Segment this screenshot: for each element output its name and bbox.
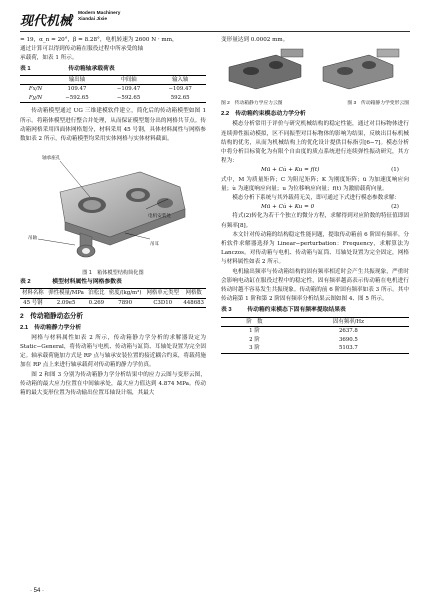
journal-header [20, 10, 410, 32]
intro-line-2: 通过计算可以得到传动箱在服役过程中所承受的轴 [20, 46, 144, 53]
paragraph-abaqus: 本文针对传动箱的结构稳定性能问题，提取传动箱前 6 阶固有频率。分析软件求解器选择为 Linear−perturbation：Frequency，求解算法为 Lanczos。对传动箱与电机、传动箱与缸筒、耳轴处设置为完全固定，网格与材料属性如表 2 所示。 [221, 231, 409, 266]
table-row [20, 85, 206, 94]
table-cell: 0.269 [88, 299, 105, 306]
table1-header: 输入轴 [154, 75, 206, 85]
table3 [221, 317, 409, 354]
table3-header: 固有频率/Hz [288, 317, 409, 327]
section-2-heading: 2 传动箱静动态分析 [20, 313, 84, 321]
table-row [221, 336, 409, 345]
table2-header: 网格数 [181, 289, 206, 299]
callout-shaft: 吊轴 [28, 235, 38, 241]
table1 [20, 75, 206, 104]
table2-header: 泊松比 [88, 290, 105, 297]
table1-header: 输出轴 [51, 75, 103, 85]
table-cell: 2 阶 [249, 336, 260, 343]
table2-header: 材料名称 [20, 289, 46, 299]
page-number: · 54 · [30, 588, 45, 594]
figure-1-caption: 图 1 箱体模型结构简化图 [82, 270, 144, 277]
table-row [221, 327, 409, 336]
equation-1 [221, 166, 409, 175]
paragraph-fig23: 图 2 和图 3 分别为传动箱静力学分析结果中的应力云图与变形云图，传动箱的最大应力位置在中间轴承处，最大应力值达到 4.874 MPa。传动箱的最大变形位置为传动输出位置耳轴设计端，其最大 [20, 371, 206, 396]
table3-header: 阶 数 [221, 317, 288, 327]
logo-en-line2: Xiandai Jixie [78, 17, 108, 22]
left-column [20, 36, 206, 398]
section-2-1-heading: 2.1 传动箱静力学分析 [20, 324, 82, 331]
table-cell: 3 阶 [249, 345, 260, 352]
journal-logo-english [78, 11, 120, 23]
table-cell: Fx/N [28, 86, 43, 93]
figure-2-3-captions [221, 99, 409, 108]
equation-2-body: Mü + Cu̇ + Ku = 0 [261, 204, 315, 211]
header-rule [20, 31, 410, 32]
table2-header-row [20, 289, 206, 299]
journal-logo: 现代机械 [20, 14, 73, 29]
paragraph-continued: 变形量达到 0.0002 mm。 [221, 37, 289, 43]
paragraph-model: 传动箱模型通过 UG 三维建模软件建立，简化后的传动箱模型如图 1 所示。将箱体模型进行整合并处理，从而保证模型划分出的网格共节点。传动箱网格采用四面体网格划分，材料采用 45 号钢，具体材料属性与网格参数如表 2 所示，传动箱模型均采用实体网格与实体材料截面。 [20, 108, 206, 142]
equation-2 [221, 203, 409, 212]
equation-2-number: (2) [391, 204, 399, 211]
table3-caption [221, 306, 409, 315]
paragraph-static-analysis: 网格与材料属性如表 2 所示，传动箱静力学分析的求解器设定为 Static−General，将传动箱与电机、传动箱与缸筒、耳轴处设置为完全固定。轴承载荷施加方式是 RP 点与轴承安装位置的接近耦合约束，将载荷施加在 RP 点上来进行轴承载荷对传动箱的静力学仿真。 [20, 334, 206, 369]
figures-2-3 [221, 45, 409, 107]
table-cell: 1 阶 [249, 328, 260, 335]
paragraph-eq2: 将式(2)转化为若干个独立的微分方程，求解得到对应阶数的特征值即固有频率[8]。 [221, 213, 409, 229]
table1-header [20, 75, 51, 85]
table-cell: 45 号钢 [23, 299, 43, 306]
table1-label: 表 1 [20, 65, 31, 72]
figure-2-caption: 图 2 传动箱静力学应力云图 [221, 101, 283, 107]
table-cell: −592.65 [65, 94, 89, 101]
table-cell: 2.09e5 [56, 299, 76, 306]
intro-line-3: 承载荷，如表 1 所示。 [20, 55, 78, 62]
paragraph-mode: 模态分析下系统与其外载荷无关，即可通过下式进行模态参数求解： [232, 195, 401, 202]
figure-1 [20, 147, 206, 275]
table2-header: 网格单元类型 [144, 289, 181, 299]
table-row [20, 298, 206, 308]
table3-header-row [221, 317, 409, 327]
table-cell: −109.47 [116, 86, 141, 93]
callout-bearing-hole: 轴承座孔 [42, 155, 61, 161]
table2 [20, 288, 206, 308]
table-row [221, 344, 409, 353]
table-cell: −109.47 [168, 86, 192, 93]
table2-caption [20, 278, 206, 287]
table1-title: 传动箱轴承载荷表 [68, 65, 115, 72]
logo-en-line1: Modern Machinery [78, 11, 121, 16]
table-row [20, 94, 206, 103]
table2-header: 密度/(kg/m³) [106, 289, 144, 299]
equation-1-body: Mü + Cu̇ + Ku = f(t) [261, 167, 320, 174]
callout-lug: 吊耳 [150, 241, 160, 247]
figure-2-3-contours [221, 45, 409, 95]
paragraph-eq1: 式中，M 为质量矩阵；C 为阻尼矩阵；K 为刚度矩阵；ü 为加速度响应向量；u̇ 为速度响应向量；u 为位移响应向量；f(t) 为激励载荷向量。 [221, 176, 409, 192]
table-cell: Fy/N [28, 94, 43, 101]
table-cell: 3690.5 [339, 336, 358, 343]
table3-title: 传动箱约束模态下固有频率提取结果表 [247, 307, 346, 314]
paragraph-frequency: 电机输出频率与传动箱结构的固有频率相近时会产生共振现象，严重时会影响电动缸在服役过程中的稳定性，固有频率越高表示传动箱在电机进行转动时越不容易发生共振现象。传动箱的前 6 阶固有频率如表 3 所示。其中传动箱第 1 阶和第 2 阶固有频率分析结果云图如图 4、图 5 所示。 [221, 268, 409, 303]
figure-3-caption: 图 3 传动箱静力学变形云图 [347, 101, 409, 107]
callout-motor-mount: 电机安装处 [148, 213, 171, 219]
table-cell: 592.65 [170, 94, 190, 101]
figure-1-gearbox-model [20, 147, 206, 265]
paragraph-modal: 模态分析常用于评价与研究机械结构的稳定性能，通过对目标物体进行连续弹性振动模拟，区不同振型对目标物体的影响为结果，反映出目标机械结构的优劣，从而为机械结构上的优化设计提供目标指引[6−7]。模态分析中将分析目标简化为有限个自由度的质点系统进行连续弹性振动研究，其方程为： [221, 121, 409, 165]
table1-header: 中间轴 [103, 75, 155, 85]
table2-header: 弹性模量/MPa [46, 289, 87, 299]
table2-title: 模型材料属性与网格参数表 [52, 279, 122, 286]
table-cell: −592.65 [116, 94, 141, 101]
intro-line-1: = 19，α_n = 20°，β = 8.28°，电机转速为 2600 N · mm， [20, 37, 178, 43]
table-cell: 5103.7 [339, 345, 358, 352]
right-column [221, 36, 409, 354]
table-cell: 7890 [118, 299, 132, 306]
table-cell: 448683 [183, 299, 204, 306]
table-cell: 2637.8 [339, 328, 358, 335]
table3-label: 表 3 [221, 307, 232, 314]
table-cell: 109.47 [67, 86, 87, 93]
table-cell: C3D10 [153, 299, 173, 306]
table2-label: 表 2 [20, 279, 31, 286]
section-2-2-heading: 2.2 传动箱约束模态动力学分析 [221, 111, 306, 118]
table1-header-row [20, 75, 206, 85]
table1-caption [20, 65, 206, 74]
equation-1-number: (1) [391, 167, 399, 174]
